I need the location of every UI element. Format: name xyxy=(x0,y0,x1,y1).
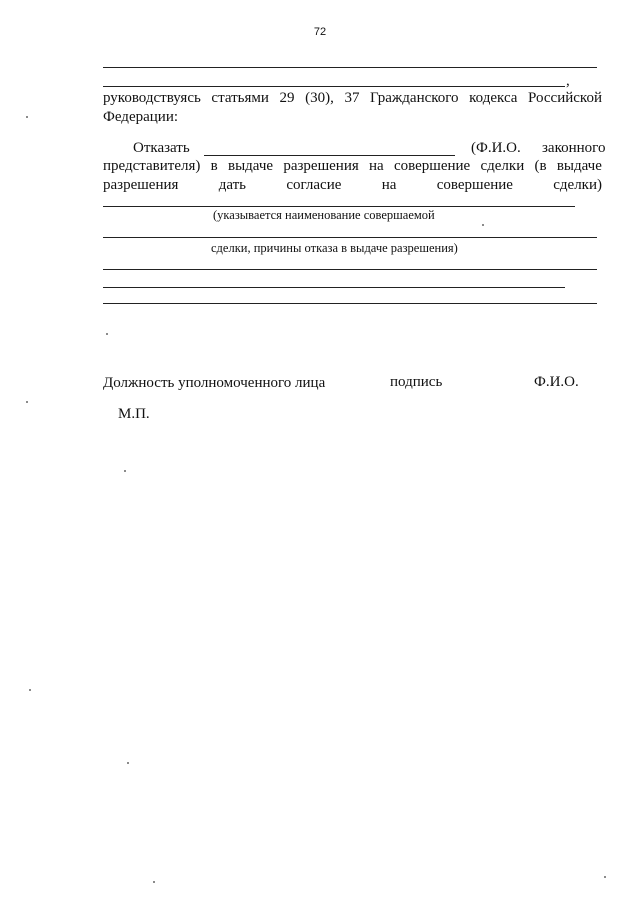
refuse-word: выдаче xyxy=(228,158,274,174)
refuse-word: разрешения xyxy=(283,158,359,174)
refuse-word: (в xyxy=(534,158,547,174)
fio-label: (Ф.И.О. xyxy=(471,140,521,156)
stamp-label: М.П. xyxy=(118,406,150,422)
scan-speck xyxy=(482,224,484,226)
blank-line xyxy=(103,287,565,288)
clause-word: 37 xyxy=(344,90,360,106)
blank-line xyxy=(103,67,597,68)
scan-speck xyxy=(153,881,155,883)
clause-word: Гражданского xyxy=(370,90,459,106)
blank-line xyxy=(103,86,565,87)
scan-speck xyxy=(29,689,31,691)
scan-speck xyxy=(26,401,28,403)
legal-word: законного xyxy=(542,140,606,156)
clause-word: Российской xyxy=(528,90,602,106)
refuse-word: дать xyxy=(218,177,247,193)
refuse-line-3 xyxy=(103,176,602,195)
refuse-word: согласие xyxy=(286,177,342,193)
blank-line xyxy=(103,206,575,207)
clause-line-2: Федерации: xyxy=(103,109,179,125)
refuse-word: на xyxy=(369,158,384,174)
refuse-line-2 xyxy=(103,157,602,176)
refuse-word: выдаче xyxy=(556,158,602,174)
refuse-word: Отказать xyxy=(133,140,190,156)
page-number: 72 xyxy=(313,26,327,38)
scan-speck xyxy=(127,762,129,764)
clause-word: руководствуясь xyxy=(103,90,201,106)
refuse-word: разрешения xyxy=(103,177,179,193)
caption-line-2: сделки, причины отказа в выдаче разрешения) xyxy=(211,241,458,255)
blank-line xyxy=(103,303,597,304)
fio-signature-label: Ф.И.О. xyxy=(534,374,579,390)
blank-line xyxy=(103,269,597,270)
refuse-word: в xyxy=(210,158,218,174)
position-label: Должность уполномоченного лица xyxy=(103,375,326,391)
caption-line-1: (указывается наименование совершаемой xyxy=(213,208,435,222)
fio-blank-line xyxy=(204,155,455,156)
clause-word: 29 xyxy=(279,90,295,106)
refuse-word: сделки) xyxy=(553,177,602,193)
clause-word: статьями xyxy=(211,90,269,106)
clause-word: кодекса xyxy=(469,90,518,106)
scan-speck xyxy=(26,116,28,118)
refuse-word: совершение xyxy=(393,158,471,174)
trailing-comma: , xyxy=(566,73,570,89)
signature-label: подпись xyxy=(390,374,443,390)
refuse-word: сделки xyxy=(480,158,525,174)
scan-speck xyxy=(604,876,606,878)
scan-speck xyxy=(124,470,126,472)
clause-line-1 xyxy=(103,89,602,108)
scan-speck xyxy=(106,333,108,335)
clause-word: (30), xyxy=(305,90,334,106)
refuse-word: совершение xyxy=(436,177,513,193)
refuse-word: представителя) xyxy=(103,158,201,174)
refuse-word: на xyxy=(381,177,397,193)
blank-line xyxy=(103,237,597,238)
